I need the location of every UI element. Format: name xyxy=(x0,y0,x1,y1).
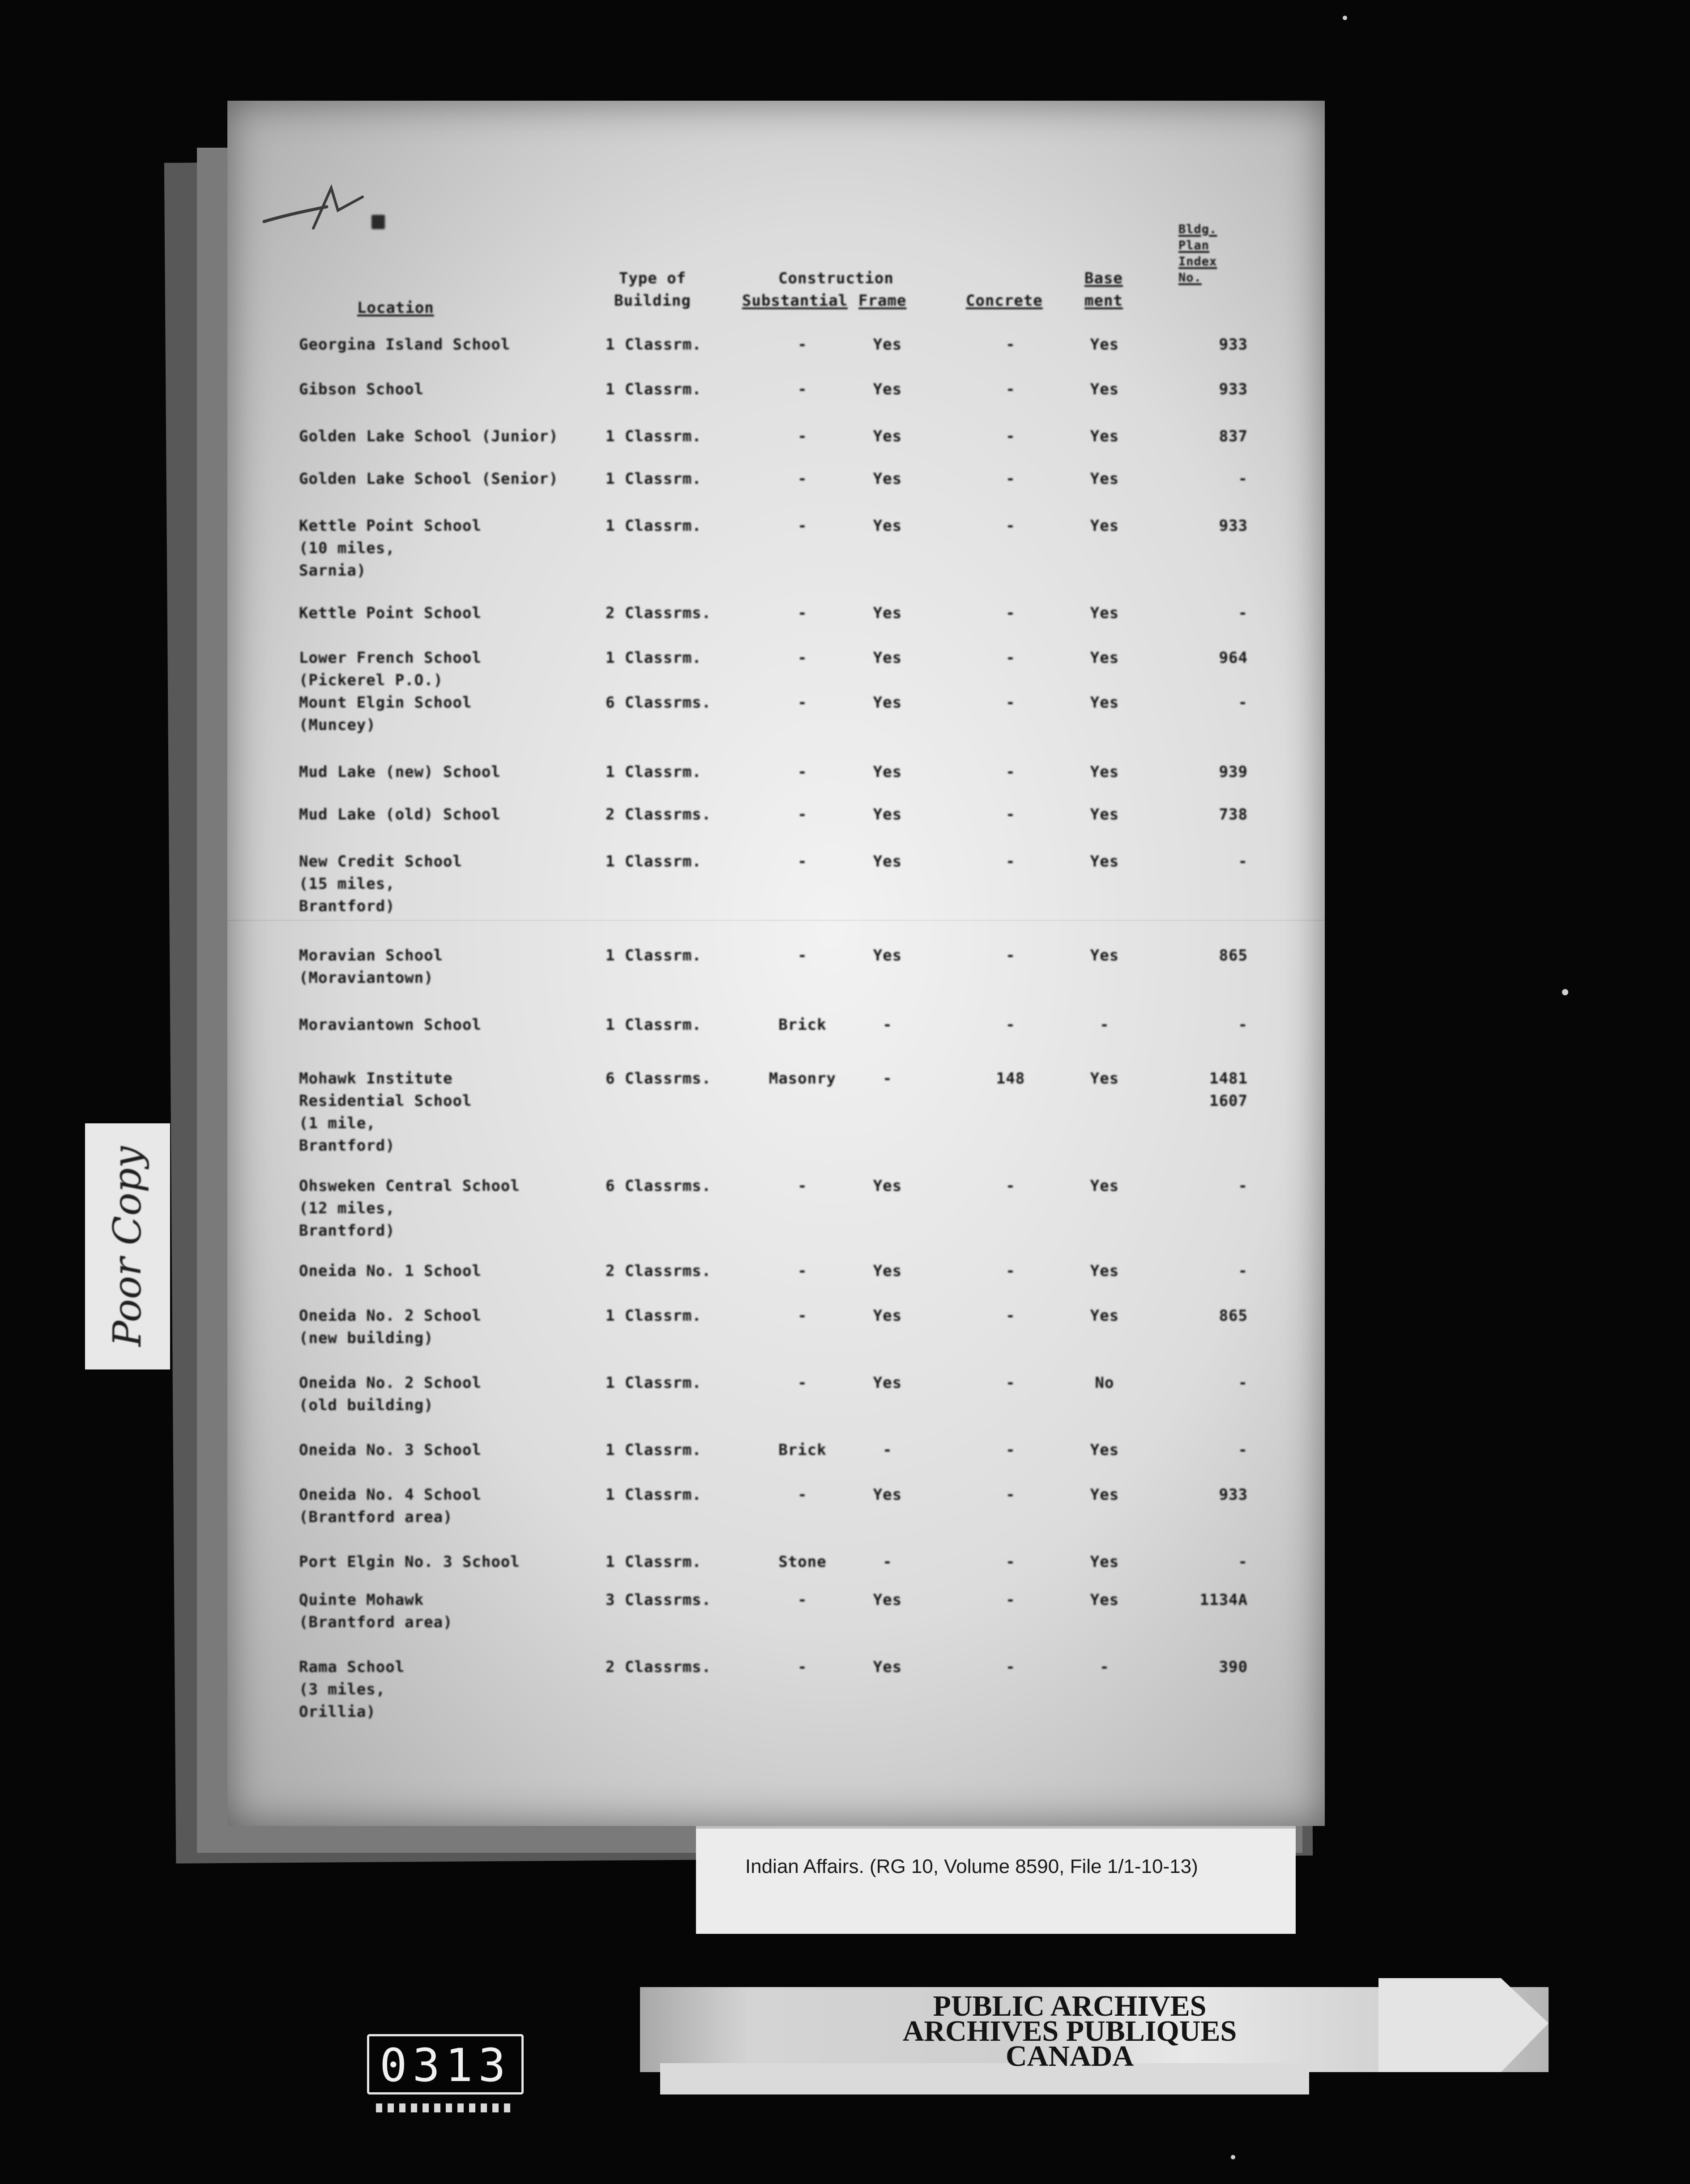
concrete-cell: - xyxy=(1006,604,1016,622)
concrete-cell: - xyxy=(1006,427,1016,445)
frame-cell: Yes xyxy=(873,763,902,781)
substantial-cell: - xyxy=(798,380,807,398)
citation-card xyxy=(696,1826,1296,1934)
header-substantial: Substantial xyxy=(742,292,848,310)
concrete-cell: - xyxy=(1006,1177,1016,1195)
frame-counter xyxy=(367,2034,524,2094)
location-cell: Georgina Island School xyxy=(299,336,511,354)
type-cell: 1 Classrm. xyxy=(606,947,702,964)
plan-index-cell: 933 xyxy=(1219,380,1248,398)
frame-cell: - xyxy=(883,1553,892,1571)
basement-cell: Yes xyxy=(1090,1307,1119,1325)
type-cell: 3 Classrms. xyxy=(606,1591,712,1609)
location-cell: Golden Lake School (Senior) xyxy=(299,470,559,488)
basement-cell: Yes xyxy=(1090,1486,1119,1504)
concrete-cell: - xyxy=(1006,1374,1016,1392)
plan-index-cell: 390 xyxy=(1219,1658,1248,1676)
basement-cell: Yes xyxy=(1090,1262,1119,1280)
location-cell: Mud Lake (old) School xyxy=(299,806,501,823)
frame-cell: Yes xyxy=(873,427,902,445)
location-cell: Oneida No. 1 School xyxy=(299,1262,482,1280)
plan-index-cell: - xyxy=(1238,1262,1248,1280)
plan-index-cell: - xyxy=(1238,1553,1248,1571)
concrete-cell: - xyxy=(1006,1262,1016,1280)
document-sheet xyxy=(227,101,1325,1826)
frame-cell: Yes xyxy=(873,649,902,667)
poor-copy-text: Poor Copy xyxy=(105,1146,150,1347)
archive-tag xyxy=(1378,1978,1549,2072)
plan-index-cell: 865 xyxy=(1219,947,1248,964)
substantial-cell: - xyxy=(798,517,807,535)
type-cell: 1 Classrm. xyxy=(606,1307,702,1325)
substantial-cell: - xyxy=(798,947,807,964)
concrete-cell: - xyxy=(1006,1441,1016,1459)
frame-cell: Yes xyxy=(873,853,902,870)
plan-index-cell: - xyxy=(1238,853,1248,870)
type-cell: 1 Classrm. xyxy=(606,1016,702,1034)
basement-cell: Yes xyxy=(1090,427,1119,445)
basement-cell: Yes xyxy=(1090,470,1119,488)
plan-index-cell: - xyxy=(1238,1441,1248,1459)
substantial-cell: - xyxy=(798,1658,807,1676)
concrete-cell: - xyxy=(1006,1658,1016,1676)
basement-cell: Yes xyxy=(1090,1591,1119,1609)
basement-cell: Yes xyxy=(1090,947,1119,964)
frame-cell: Yes xyxy=(873,336,902,354)
concrete-cell: 148 xyxy=(996,1070,1025,1088)
type-cell: 1 Classrm. xyxy=(606,1553,702,1571)
type-cell: 1 Classrm. xyxy=(606,763,702,781)
location-cell: Kettle Point School (10 miles, Sarnia) xyxy=(299,517,482,580)
type-cell: 1 Classrm. xyxy=(606,517,702,535)
plan-index-cell: 933 xyxy=(1219,336,1248,354)
type-cell: 1 Classrm. xyxy=(606,1441,702,1459)
substantial-cell: - xyxy=(798,427,807,445)
frame-cell: Yes xyxy=(873,380,902,398)
location-cell: Mohawk Institute Residential School (1 mile, Brantford) xyxy=(299,1070,472,1155)
concrete-cell: - xyxy=(1006,380,1016,398)
location-cell: Lower French School (Pickerel P.O.) xyxy=(299,649,482,689)
substantial-cell: - xyxy=(798,806,807,823)
substantial-cell: - xyxy=(798,1262,807,1280)
header-plan-index: Bldg. Plan Index No. xyxy=(1178,222,1217,285)
frame-cell: Yes xyxy=(873,1658,902,1676)
dust-speck xyxy=(1343,16,1347,20)
plan-index-cell: - xyxy=(1238,604,1248,622)
location-cell: Oneida No. 2 School (new building) xyxy=(299,1307,482,1347)
basement-cell: Yes xyxy=(1090,853,1119,870)
frame-cell: Yes xyxy=(873,1591,902,1609)
type-cell: 1 Classrm. xyxy=(606,427,702,445)
type-cell: 6 Classrms. xyxy=(606,1070,712,1088)
substantial-cell: - xyxy=(798,1307,807,1325)
archive-stamp xyxy=(850,1990,1289,2073)
substantial-cell: - xyxy=(798,649,807,667)
concrete-cell: - xyxy=(1006,1307,1016,1325)
type-cell: 2 Classrms. xyxy=(606,604,712,622)
location-cell: Oneida No. 2 School (old building) xyxy=(299,1374,482,1414)
frame-cell: Yes xyxy=(873,1177,902,1195)
frame-cell: Yes xyxy=(873,517,902,535)
concrete-cell: - xyxy=(1006,1591,1016,1609)
location-cell: Quinte Mohawk (Brantford area) xyxy=(299,1591,453,1631)
header-location: Location xyxy=(357,299,434,317)
location-cell: Mount Elgin School (Muncey) xyxy=(299,694,472,734)
basement-cell: Yes xyxy=(1090,649,1119,667)
basement-cell: Yes xyxy=(1090,517,1119,535)
substantial-cell: Brick xyxy=(778,1441,827,1459)
substantial-cell: Masonry xyxy=(768,1070,836,1088)
type-cell: 6 Classrms. xyxy=(606,694,712,712)
substantial-cell: - xyxy=(798,1374,807,1392)
page-mark xyxy=(371,215,385,229)
frame-number: 0313 xyxy=(380,2039,511,2092)
concrete-cell: - xyxy=(1006,517,1016,535)
plan-index-cell: - xyxy=(1238,1016,1248,1034)
frame-cell: Yes xyxy=(873,1374,902,1392)
type-cell: 1 Classrm. xyxy=(606,1486,702,1504)
substantial-cell: - xyxy=(798,336,807,354)
substantial-cell: - xyxy=(798,853,807,870)
location-cell: Moraviantown School xyxy=(299,1016,482,1034)
concrete-cell: - xyxy=(1006,1486,1016,1504)
frame-cell: Yes xyxy=(873,604,902,622)
type-cell: 1 Classrm. xyxy=(606,470,702,488)
type-cell: 2 Classrms. xyxy=(606,1658,712,1676)
header-basement: Base ment xyxy=(1084,269,1123,310)
plan-index-cell: - xyxy=(1238,694,1248,712)
type-cell: 1 Classrm. xyxy=(606,649,702,667)
fold-line xyxy=(227,920,1325,921)
frame-cell: Yes xyxy=(873,1486,902,1504)
pencil-check-mark xyxy=(260,179,367,237)
archive-line-3: CANADA xyxy=(1006,2040,1134,2073)
location-cell: Oneida No. 3 School xyxy=(299,1441,482,1459)
archive-line-1: PUBLIC ARCHIVES xyxy=(933,1990,1207,2022)
frame-cell: - xyxy=(883,1016,892,1034)
substantial-cell: Brick xyxy=(778,1016,827,1034)
basement-cell: Yes xyxy=(1090,694,1119,712)
frame-cell: Yes xyxy=(873,806,902,823)
frame-cell: Yes xyxy=(873,1262,902,1280)
substantial-cell: - xyxy=(798,1486,807,1504)
plan-index-cell: 964 xyxy=(1219,649,1248,667)
location-cell: Mud Lake (new) School xyxy=(299,763,501,781)
location-cell: Moravian School (Moraviantown) xyxy=(299,947,444,987)
plan-index-cell: 837 xyxy=(1219,427,1248,445)
frame-cell: Yes xyxy=(873,1307,902,1325)
concrete-cell: - xyxy=(1006,806,1016,823)
frame-ticks xyxy=(376,2103,510,2112)
substantial-cell: - xyxy=(798,694,807,712)
location-cell: Kettle Point School xyxy=(299,604,482,622)
frame-cell: - xyxy=(883,1070,892,1088)
type-cell: 6 Classrms. xyxy=(606,1177,712,1195)
type-cell: 1 Classrm. xyxy=(606,380,702,398)
concrete-cell: - xyxy=(1006,1016,1016,1034)
basement-cell: Yes xyxy=(1090,763,1119,781)
concrete-cell: - xyxy=(1006,853,1016,870)
plan-index-cell: 1134A xyxy=(1199,1591,1248,1609)
header-frame: Frame xyxy=(858,292,907,310)
frame-cell: Yes xyxy=(873,470,902,488)
location-cell: Ohsweken Central School (12 miles, Brantford) xyxy=(299,1177,520,1240)
header-type-of-building: Type of Building xyxy=(614,269,691,310)
substantial-cell: - xyxy=(798,1177,807,1195)
basement-cell: Yes xyxy=(1090,336,1119,354)
plan-index-cell: 865 xyxy=(1219,1307,1248,1325)
frame-cell: - xyxy=(883,1441,892,1459)
basement-cell: - xyxy=(1100,1658,1110,1676)
type-cell: 2 Classrms. xyxy=(606,806,712,823)
location-cell: New Credit School (15 miles, Brantford) xyxy=(299,853,462,915)
substantial-cell: - xyxy=(798,604,807,622)
basement-cell: Yes xyxy=(1090,1177,1119,1195)
substantial-cell: - xyxy=(798,1591,807,1609)
type-cell: 1 Classrm. xyxy=(606,853,702,870)
concrete-cell: - xyxy=(1006,947,1016,964)
concrete-cell: - xyxy=(1006,470,1016,488)
basement-cell: Yes xyxy=(1090,1553,1119,1571)
dust-speck xyxy=(1562,989,1568,995)
dust-speck xyxy=(1231,2155,1235,2159)
basement-cell: Yes xyxy=(1090,1441,1119,1459)
plan-index-cell: 933 xyxy=(1219,1486,1248,1504)
plan-index-cell: - xyxy=(1238,470,1248,488)
plan-index-cell: 738 xyxy=(1219,806,1248,823)
location-cell: Port Elgin No. 3 School xyxy=(299,1553,520,1571)
concrete-cell: - xyxy=(1006,336,1016,354)
concrete-cell: - xyxy=(1006,763,1016,781)
frame-cell: Yes xyxy=(873,947,902,964)
substantial-cell: - xyxy=(798,763,807,781)
concrete-cell: - xyxy=(1006,1553,1016,1571)
type-cell: 1 Classrm. xyxy=(606,1374,702,1392)
basement-cell: No xyxy=(1095,1374,1114,1392)
basement-cell: Yes xyxy=(1090,604,1119,622)
concrete-cell: - xyxy=(1006,694,1016,712)
poor-copy-label xyxy=(85,1123,170,1369)
substantial-cell: Stone xyxy=(778,1553,827,1571)
basement-cell: Yes xyxy=(1090,380,1119,398)
basement-cell: - xyxy=(1100,1016,1110,1034)
plan-index-cell: - xyxy=(1238,1177,1248,1195)
header-construction: Construction xyxy=(778,269,894,287)
plan-index-cell: 933 xyxy=(1219,517,1248,535)
basement-cell: Yes xyxy=(1090,806,1119,823)
substantial-cell: - xyxy=(798,470,807,488)
plan-index-cell: 939 xyxy=(1219,763,1248,781)
location-cell: Rama School (3 miles, Orillia) xyxy=(299,1658,405,1721)
type-cell: 1 Classrm. xyxy=(606,336,702,354)
basement-cell: Yes xyxy=(1090,1070,1119,1088)
type-cell: 2 Classrms. xyxy=(606,1262,712,1280)
citation-text: Indian Affairs. (RG 10, Volume 8590, File 1/1-10-13) xyxy=(745,1856,1198,1877)
archive-line-2: ARCHIVES PUBLIQUES xyxy=(902,2015,1237,2048)
concrete-cell: - xyxy=(1006,649,1016,667)
location-cell: Golden Lake School (Junior) xyxy=(299,427,559,445)
plan-index-cell: 1481 1607 xyxy=(1209,1070,1248,1110)
header-concrete: Concrete xyxy=(966,292,1043,310)
frame-cell: Yes xyxy=(873,694,902,712)
location-cell: Oneida No. 4 School (Brantford area) xyxy=(299,1486,482,1526)
location-cell: Gibson School xyxy=(299,380,424,398)
plan-index-cell: - xyxy=(1238,1374,1248,1392)
